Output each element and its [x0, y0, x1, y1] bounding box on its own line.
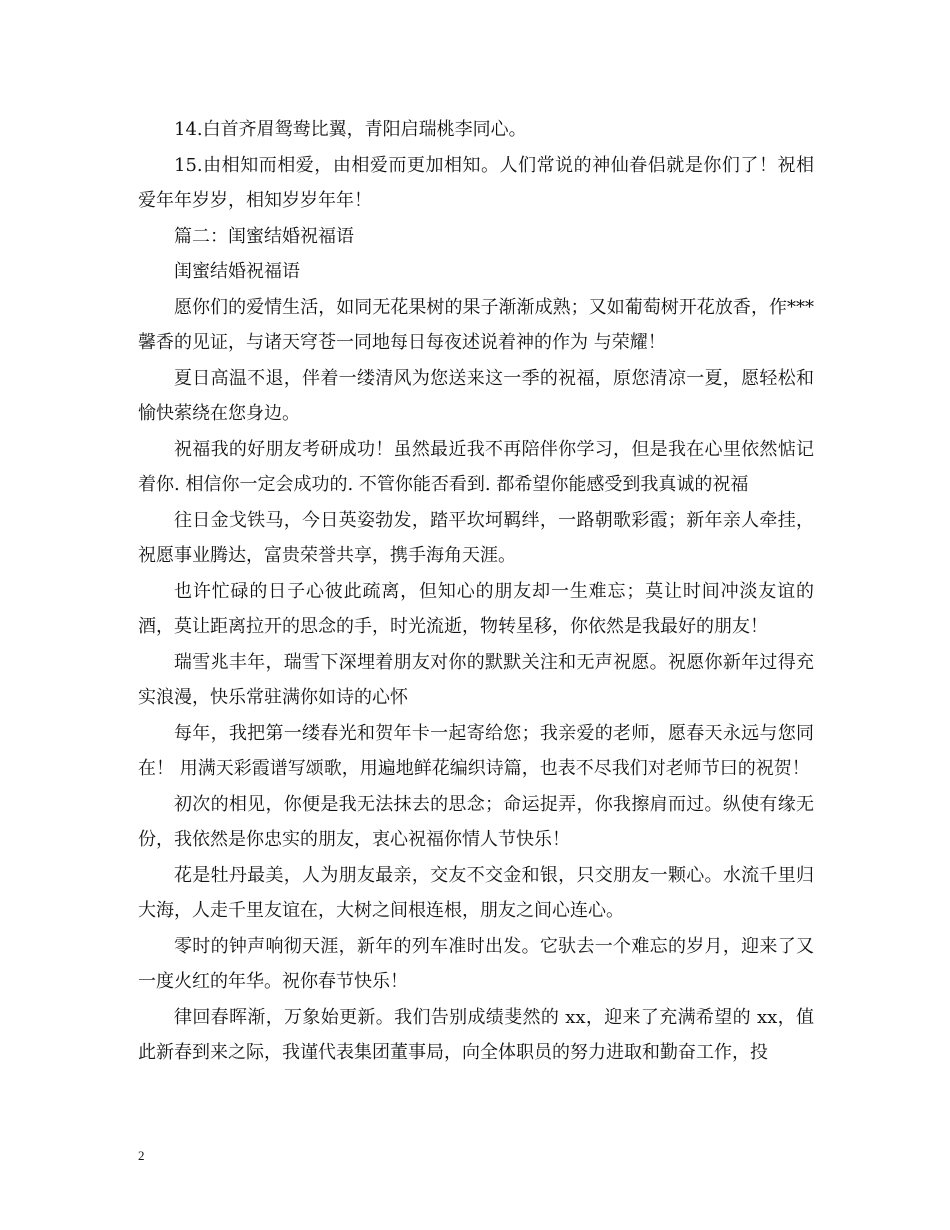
paragraph: 15.由相知而相爱，由相爱而更加相知。人们常说的神仙眷侣就是你们了！祝相爱年年岁岁，相知岁岁年年！ [138, 154, 814, 211]
paragraph: 律回春晖渐，万象始更新。我们告别成绩斐然的 xx，迎来了充满希望的 xx，值此新春到来之际，我谨代表集团董事局，向全体职员的努力进取和勤奋工作，投 [138, 1006, 814, 1063]
paragraph: 祝福我的好朋友考研成功！虽然最近我不再陪伴你学习，但是我在心里依然惦记着你. 相信你一定会成功的. 不管你能否看到. 都希望你能感受到我真诚的祝福 [138, 438, 814, 495]
paragraph: 零时的钟声响彻天涯，新年的列车准时出发。它驮去一个难忘的岁月，迎来了又一度火红的年华。祝你春节快乐！ [138, 935, 814, 992]
paragraph: 往日金戈铁马，今日英姿勃发，踏平坎坷羁绊，一路朝歌彩霞；新年亲人牵挂，祝愿事业腾达，富贵荣誉共享，携手海角天涯。 [138, 509, 814, 566]
paragraph: 初次的相见，你便是我无法抹去的思念；命运捉弄，你我擦肩而过。纵使有缘无份，我依然是你忠实的朋友，衷心祝福你情人节快乐！ [138, 793, 814, 850]
paragraph: 每年，我把第一缕春光和贺年卡一起寄给您；我亲爱的老师，愿春天永远与您同在！ 用满天彩霞谱写颂歌，用遍地鲜花编织诗篇，也表不尽我们对老师节曰的祝贺！ [138, 722, 814, 779]
document-body [138, 112, 814, 1071]
paragraph: 愿你们的爱情生活，如同无花果树的果子渐渐成熟；又如葡萄树开花放香，作***馨香的见证，与诸天穹苍一同地每日每夜述说着神的作为 与荣耀！ [138, 296, 814, 353]
page-number: 2 [138, 1148, 145, 1163]
section-heading: 篇二：闺蜜结婚祝福语 [174, 225, 354, 247]
paragraph: 也许忙碌的日子心彼此疏离，但知心的朋友却一生难忘；莫让时间冲淡友谊的酒，莫让距离拉开的思念的手，时光流逝，物转星移，你依然是我最好的朋友！ [138, 580, 814, 637]
section-subheading: 闺蜜结婚祝福语 [174, 261, 300, 282]
paragraph: 花是牡丹最美，人为朋友最亲，交友不交金和银，只交朋友一颗心。水流千里归大海，人走千里友谊在，大树之间根连根，朋友之间心连心。 [138, 864, 814, 921]
paragraph: 瑞雪兆丰年，瑞雪下深埋着朋友对你的默默关注和无声祝愿。祝愿你新年过得充实浪漫，快乐常驻满你如诗的心怀 [138, 651, 814, 708]
paragraph: 夏日高温不退，伴着一缕清风为您送来这一季的祝福，原您清凉一夏，愿轻松和愉快萦绕在您身边。 [138, 367, 814, 424]
paragraph: 14.白首齐眉鸳鸯比翼，青阳启瑞桃李同心。 [174, 119, 527, 140]
